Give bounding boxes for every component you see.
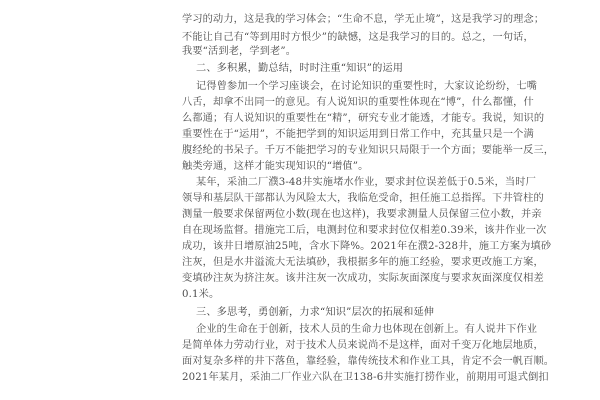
text-line: 不能让自己有“等到用时方恨少”的缺憾，这是我学习的目的。总之，一句话， bbox=[182, 32, 534, 43]
text-line: 记得曾参加一个学习座谈会，在讨论知识的重要性时，大家议论纷纷，七嘴 bbox=[196, 81, 538, 92]
text-line: 变填砂注灰为挤注灰。该井注灰一次成功，实际灰面深度与要求灰面深度仅相差 bbox=[182, 273, 544, 284]
text-line: 领导和基层队干部都认为风险太大，我临危受命，担任施工总指挥。下井管柱的 bbox=[182, 193, 544, 204]
text-line: 重要性在于“运用”，不能把学到的知识运用到日常工作中，充其量只是一个满 bbox=[182, 129, 534, 140]
text-line: 我要“活到老，学到老”。 bbox=[182, 46, 297, 57]
text-line: 某年，采油二厂濮3-48井实施堵水作业，要求封位误差低于0.5米，当时厂 bbox=[196, 177, 536, 188]
text-line: 触类旁通，这样才能实现知识的“增值”。 bbox=[182, 161, 369, 172]
text-line: 企业的生命在于创新，技术人员的生命力也体现在创新上。有人说井下作业 bbox=[196, 324, 538, 335]
text-line: 面对复杂多样的井下落鱼，靠经验，靠传统技术和作业工具，肯定不会一帆百顺。 bbox=[182, 356, 555, 367]
text-line: 成功，该井日增原油25吨，含水下降%。2021年在濮2-328井，施工方案为填砂 bbox=[182, 241, 552, 252]
text-line: 是简单体力劳动行业，对于技术人员来说尚不是这样，面对千变万化地层地质， bbox=[182, 340, 544, 351]
text-line: 2021年某月，采油二厂作业六队在卫138-6井实施打捞作业，前期用可退式倒扣 bbox=[182, 372, 549, 383]
text-line: 自在现场监督。措施完工后，电测封位和要求封位仅相差0.39米，该井作业一次 bbox=[182, 225, 547, 236]
text-line: 注灰，但是水井溢流大无法填砂，我根据多年的施工经验，要求更改施工方案， bbox=[182, 257, 544, 268]
text-line: 0.1米。 bbox=[182, 289, 220, 300]
text-line: 测量一般要求保留两位小数(现在也这样)，我要求测量人员保留三位小数，并亲 bbox=[182, 209, 542, 220]
section-heading: 二、多积累，勤总结，时时注重“知识”的运用 bbox=[196, 63, 404, 74]
text-line: 腹经纶的书呆子。千万不能把学习的专业知识只局限于一个方面；要能举一反三， bbox=[182, 145, 555, 156]
text-line: 学习的动力，这是我的学习体会；“生命不息，学无止境”，这是我学习的理念； bbox=[182, 14, 545, 25]
text-line: 八舌，却拿不出同一的意见。有人说知识的重要性体现在“博”，什么都懂，什 bbox=[182, 97, 534, 108]
text-line: 么都通；有人说知识的重要性在“精”，研究专业才能透，才能专。我说，知识的 bbox=[182, 113, 545, 124]
section-heading: 三、多思考，勇创新，力求“知识”层次的拓展和延伸 bbox=[196, 307, 435, 318]
